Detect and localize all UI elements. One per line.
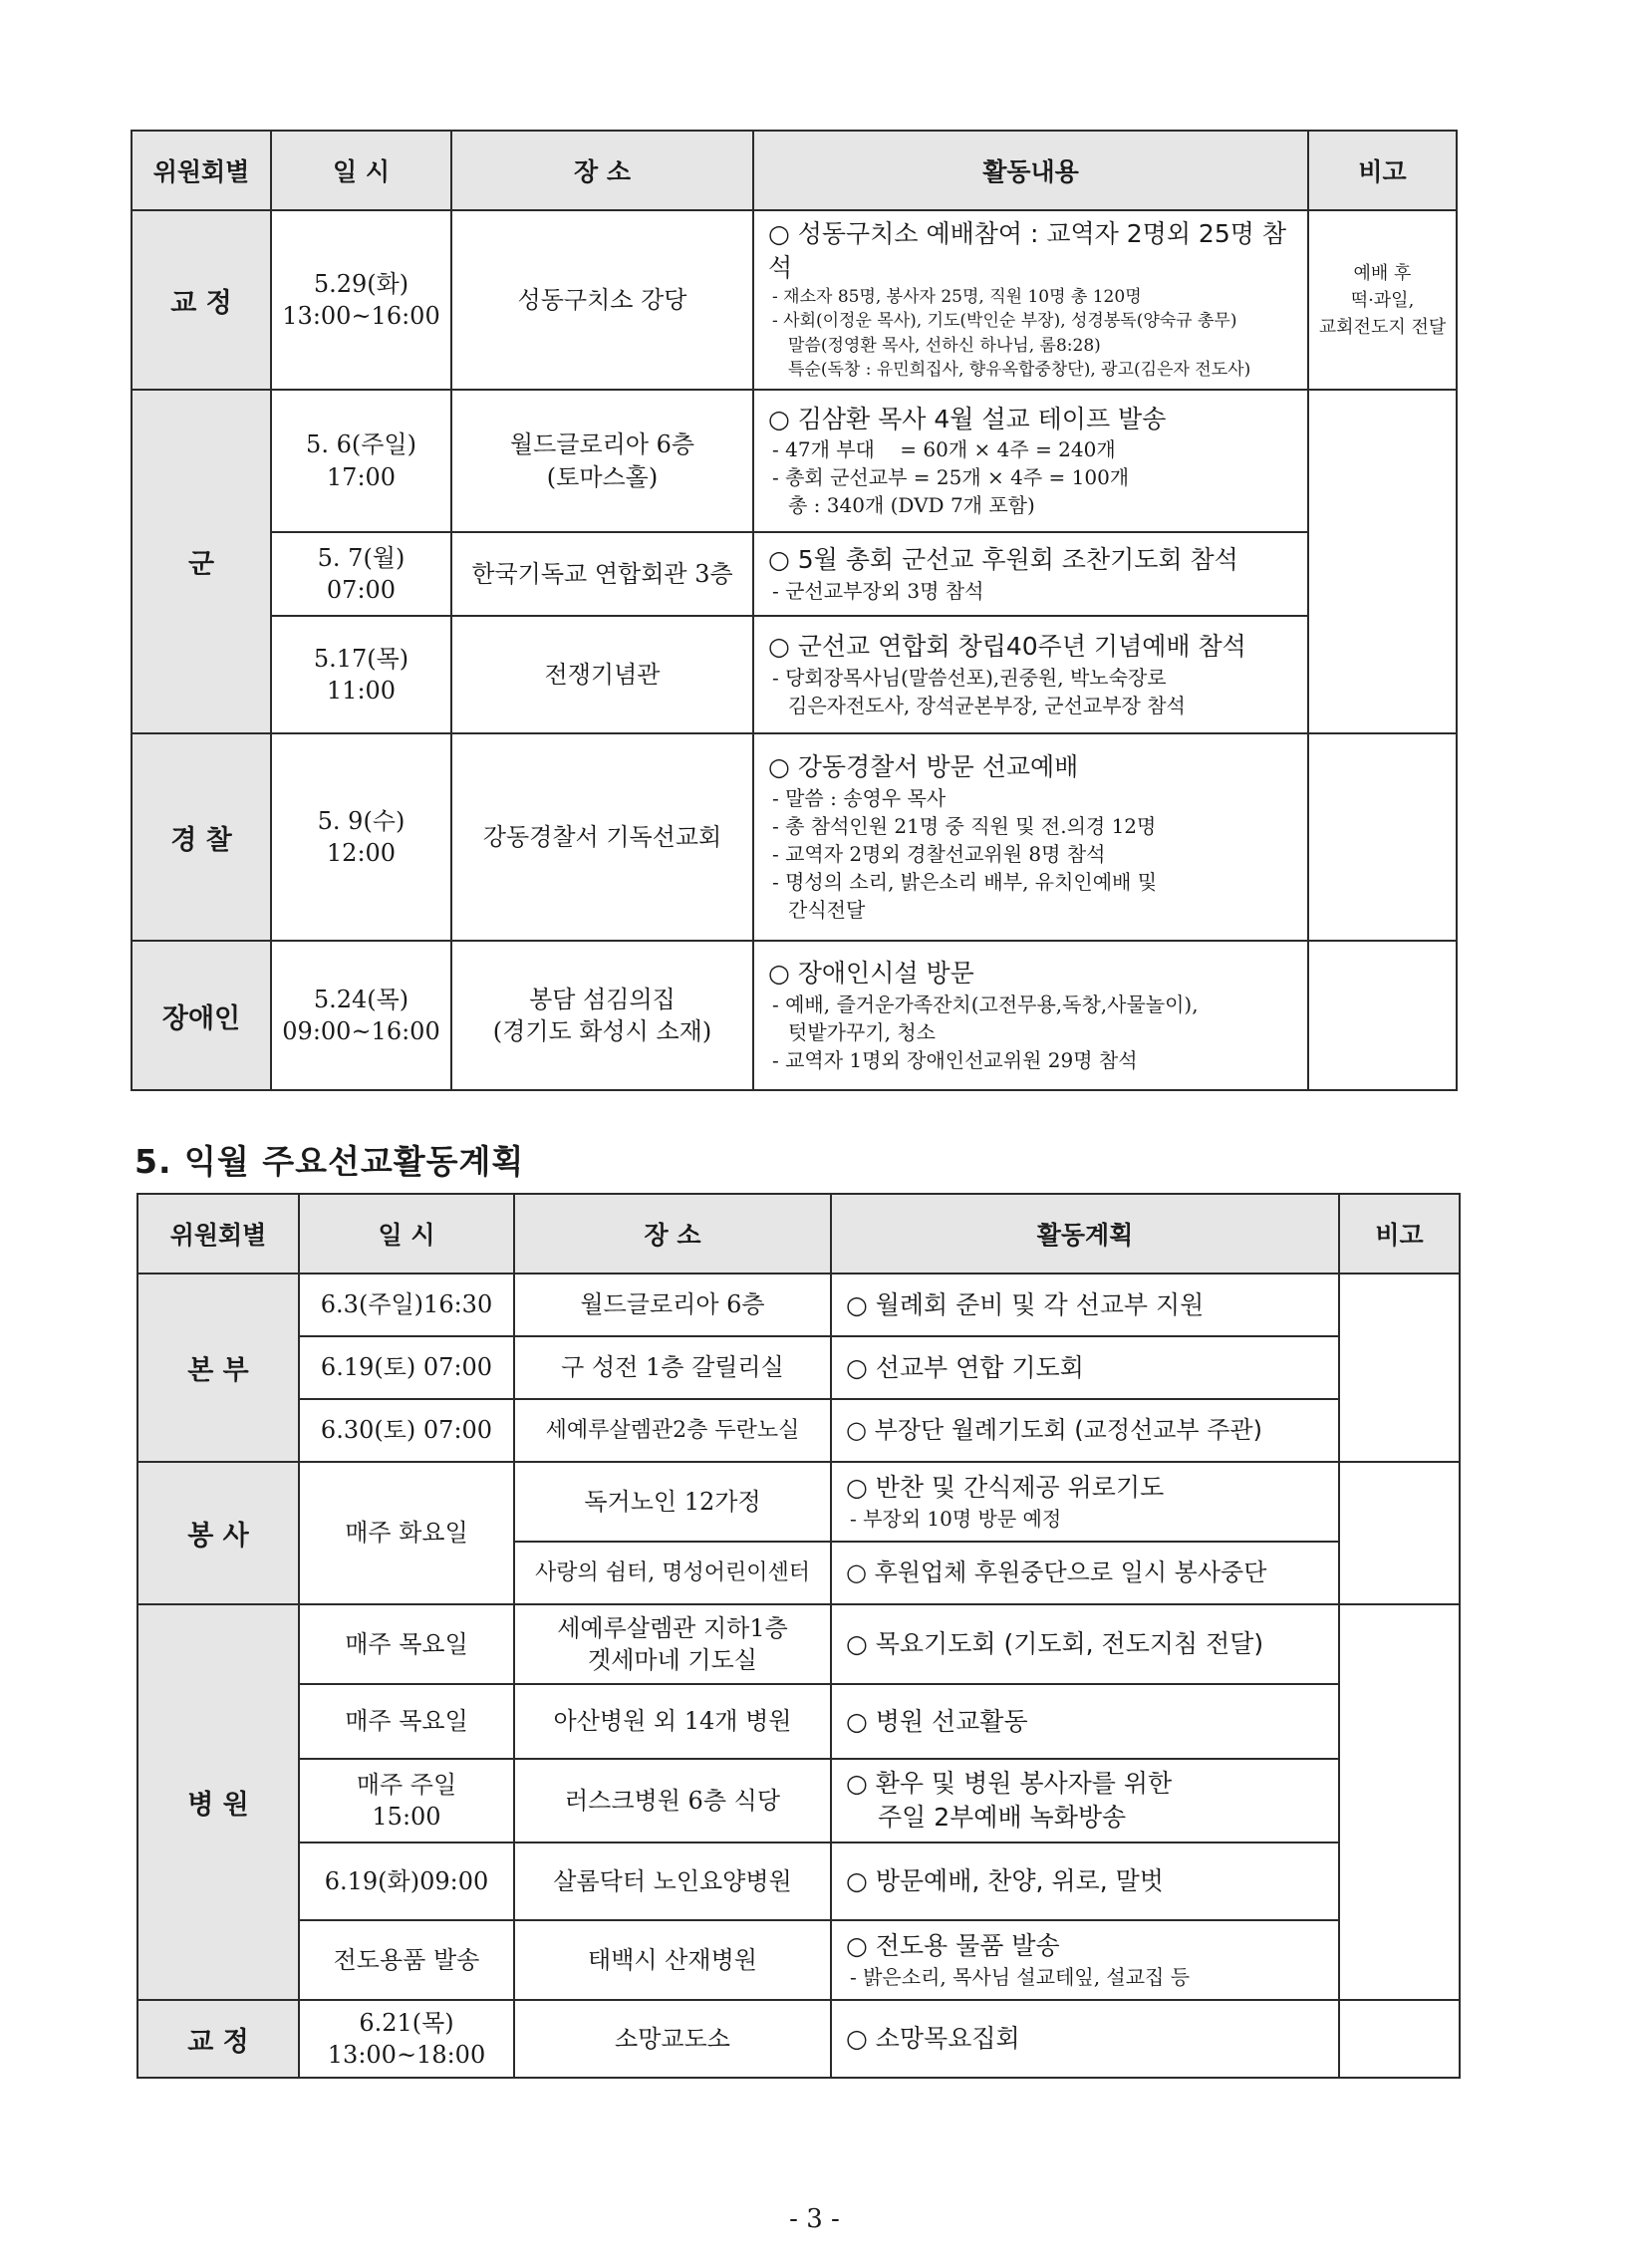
plan-cell: ○ 월례회 준비 및 각 선교부 지원 bbox=[831, 1274, 1339, 1336]
category-cell: 병 원 bbox=[137, 1604, 299, 2000]
category-cell: 교 정 bbox=[132, 210, 271, 390]
date-cell: 5. 7(월) 07:00 bbox=[271, 532, 451, 616]
date-cell: 6.21(목) 13:00~18:00 bbox=[299, 2000, 514, 2078]
table-row bbox=[132, 733, 1457, 941]
place-cell: 월드글로리아 6층 (토마스홀) bbox=[451, 390, 753, 532]
date-cell: 5. 6(주일) 17:00 bbox=[271, 390, 451, 532]
column-header: 활동계획 bbox=[831, 1194, 1339, 1274]
date-cell: 6.19(화)09:00 bbox=[299, 1843, 514, 1920]
activity-cell: ○ 성동구치소 예배참여 : 교역자 2명외 25명 참석 - 재소자 85명, 봉사자 25명, 직원 10명 총 120명 - 사회(이정운 목사), 기도(박인순 부장), 성경봉독(양숙규 총무) 말씀(정영환 목사, 선하신 하나님, 롬8:28) 특순(독창 : 유민희집사, 향유옥합중창단), 광고(김은자 전도사) bbox=[753, 210, 1308, 390]
note-cell bbox=[1308, 390, 1457, 733]
monthly-activity-table bbox=[131, 130, 1458, 1091]
date-cell: 매주 주일 15:00 bbox=[299, 1759, 514, 1843]
table-row bbox=[132, 210, 1457, 390]
column-header: 일 시 bbox=[299, 1194, 514, 1274]
category-cell: 본 부 bbox=[137, 1274, 299, 1462]
place-cell: 봉담 섬김의집 (경기도 화성시 소재) bbox=[451, 941, 753, 1090]
date-cell: 매주 목요일 bbox=[299, 1684, 514, 1759]
date-cell: 매주 목요일 bbox=[299, 1604, 514, 1684]
note-cell bbox=[1339, 2000, 1460, 2078]
activity-cell: ○ 김삼환 목사 4월 설교 테이프 발송 - 47개 부대 = 60개 × 4주 = 240개 - 총회 군선교부 = 25개 × 4주 = 100개 총 : 340개 (DVD 7개 포함) bbox=[753, 390, 1308, 532]
place-cell: 소망교도소 bbox=[514, 2000, 831, 2078]
activity-cell: ○ 군선교 연합회 창립40주년 기념예배 참석 - 당회장목사님(말씀선포),권중원, 박노숙장로 김은자전도사, 장석균본부장, 군선교부장 참석 bbox=[753, 616, 1308, 733]
table-row bbox=[137, 1843, 1460, 1920]
place-cell: 사랑의 쉼터, 명성어린이센터 bbox=[514, 1542, 831, 1604]
category-cell: 봉 사 bbox=[137, 1462, 299, 1604]
date-cell: 전도용품 발송 bbox=[299, 1920, 514, 2000]
table-header-row bbox=[132, 131, 1457, 210]
column-header: 장 소 bbox=[451, 131, 753, 210]
place-cell: 구 성전 1층 갈릴리실 bbox=[514, 1336, 831, 1399]
plan-cell: ○ 부장단 월례기도회 (교정선교부 주관) bbox=[831, 1399, 1339, 1462]
table-row bbox=[132, 616, 1457, 733]
table-row bbox=[137, 1759, 1460, 1843]
plan-cell: ○ 소망목요집회 bbox=[831, 2000, 1339, 2078]
activity-cell: ○ 강동경찰서 방문 선교예배 - 말씀 : 송영우 목사 - 총 참석인원 21명 중 직원 및 전.의경 12명 - 교역자 2명외 경찰선교위원 8명 참석 - 명성의 소리, 밝은소리 배부, 유치인예배 및 간식전달 bbox=[753, 733, 1308, 941]
activity-cell: ○ 5월 총회 군선교 후원회 조찬기도회 참석 - 군선교부장외 3명 참석 bbox=[753, 532, 1308, 616]
table-row bbox=[137, 2000, 1460, 2078]
table-header-row bbox=[137, 1194, 1460, 1274]
place-cell: 강동경찰서 기독선교회 bbox=[451, 733, 753, 941]
table-row bbox=[137, 1462, 1460, 1542]
table-row bbox=[137, 1604, 1460, 1684]
activity-cell: ○ 장애인시설 방문 - 예배, 즐거운가족잔치(고전무용,독창,사물놀이), 텃밭가꾸기, 청소 - 교역자 1명외 장애인선교위원 29명 참석 bbox=[753, 941, 1308, 1090]
place-cell: 태백시 산재병원 bbox=[514, 1920, 831, 2000]
column-header: 일 시 bbox=[271, 131, 451, 210]
date-cell: 5. 9(수) 12:00 bbox=[271, 733, 451, 941]
column-header: 위원회별 bbox=[137, 1194, 299, 1274]
column-header: 비고 bbox=[1308, 131, 1457, 210]
category-cell: 군 bbox=[132, 390, 271, 733]
place-cell: 러스크병원 6층 식당 bbox=[514, 1759, 831, 1843]
note-cell: 예배 후 떡·과일, 교회전도지 전달 bbox=[1308, 210, 1457, 390]
date-cell: 5.17(목) 11:00 bbox=[271, 616, 451, 733]
note-cell bbox=[1308, 733, 1457, 941]
plan-cell: ○ 환우 및 병원 봉사자를 위한 주일 2부예배 녹화방송 bbox=[831, 1759, 1339, 1843]
category-cell: 경 찰 bbox=[132, 733, 271, 941]
plan-cell: ○ 전도용 물품 발송 - 밝은소리, 목사님 설교테잎, 설교집 등 bbox=[831, 1920, 1339, 2000]
date-cell: 5.24(목) 09:00~16:00 bbox=[271, 941, 451, 1090]
table-row bbox=[132, 390, 1457, 532]
column-header: 활동내용 bbox=[753, 131, 1308, 210]
place-cell: 세예루살렘관2층 두란노실 bbox=[514, 1399, 831, 1462]
place-cell: 아산병원 외 14개 병원 bbox=[514, 1684, 831, 1759]
next-month-plan-table bbox=[136, 1193, 1461, 2079]
plan-cell: ○ 반찬 및 간식제공 위로기도 - 부장외 10명 방문 예정 bbox=[831, 1462, 1339, 1542]
table-row bbox=[132, 532, 1457, 616]
date-cell: 5.29(화) 13:00~16:00 bbox=[271, 210, 451, 390]
table-row bbox=[137, 1336, 1460, 1399]
date-cell: 6.30(토) 07:00 bbox=[299, 1399, 514, 1462]
date-cell: 6.3(주일)16:30 bbox=[299, 1274, 514, 1336]
place-cell: 세예루살렘관 지하1층 겟세마네 기도실 bbox=[514, 1604, 831, 1684]
place-cell: 전쟁기념관 bbox=[451, 616, 753, 733]
column-header: 장 소 bbox=[514, 1194, 831, 1274]
date-cell: 매주 화요일 bbox=[299, 1462, 514, 1604]
note-cell bbox=[1339, 1274, 1460, 1462]
table-row bbox=[132, 941, 1457, 1090]
place-cell: 독거노인 12가정 bbox=[514, 1462, 831, 1542]
note-cell bbox=[1339, 1604, 1460, 2000]
note-cell bbox=[1339, 1462, 1460, 1604]
place-cell: 한국기독교 연합회관 3층 bbox=[451, 532, 753, 616]
page-number: - 3 - bbox=[789, 2204, 840, 2234]
plan-cell: ○ 방문예배, 찬양, 위로, 말벗 bbox=[831, 1843, 1339, 1920]
place-cell: 월드글로리아 6층 bbox=[514, 1274, 831, 1336]
plan-cell: ○ 목요기도회 (기도회, 전도지침 전달) bbox=[831, 1604, 1339, 1684]
place-cell: 성동구치소 강당 bbox=[451, 210, 753, 390]
table-row bbox=[137, 1399, 1460, 1462]
table-row bbox=[137, 1684, 1460, 1759]
table-row bbox=[137, 1920, 1460, 2000]
category-cell: 장애인 bbox=[132, 941, 271, 1090]
column-header: 위원회별 bbox=[132, 131, 271, 210]
plan-cell: ○ 후원업체 후원중단으로 일시 봉사중단 bbox=[831, 1542, 1339, 1604]
section-heading: 5. 익월 주요선교활동계획 bbox=[135, 1142, 525, 1181]
plan-cell: ○ 선교부 연합 기도회 bbox=[831, 1336, 1339, 1399]
note-cell bbox=[1308, 941, 1457, 1090]
date-cell: 6.19(토) 07:00 bbox=[299, 1336, 514, 1399]
plan-cell: ○ 병원 선교활동 bbox=[831, 1684, 1339, 1759]
table-row bbox=[137, 1274, 1460, 1336]
category-cell: 교 정 bbox=[137, 2000, 299, 2078]
place-cell: 살롬닥터 노인요양병원 bbox=[514, 1843, 831, 1920]
column-header: 비고 bbox=[1339, 1194, 1460, 1274]
